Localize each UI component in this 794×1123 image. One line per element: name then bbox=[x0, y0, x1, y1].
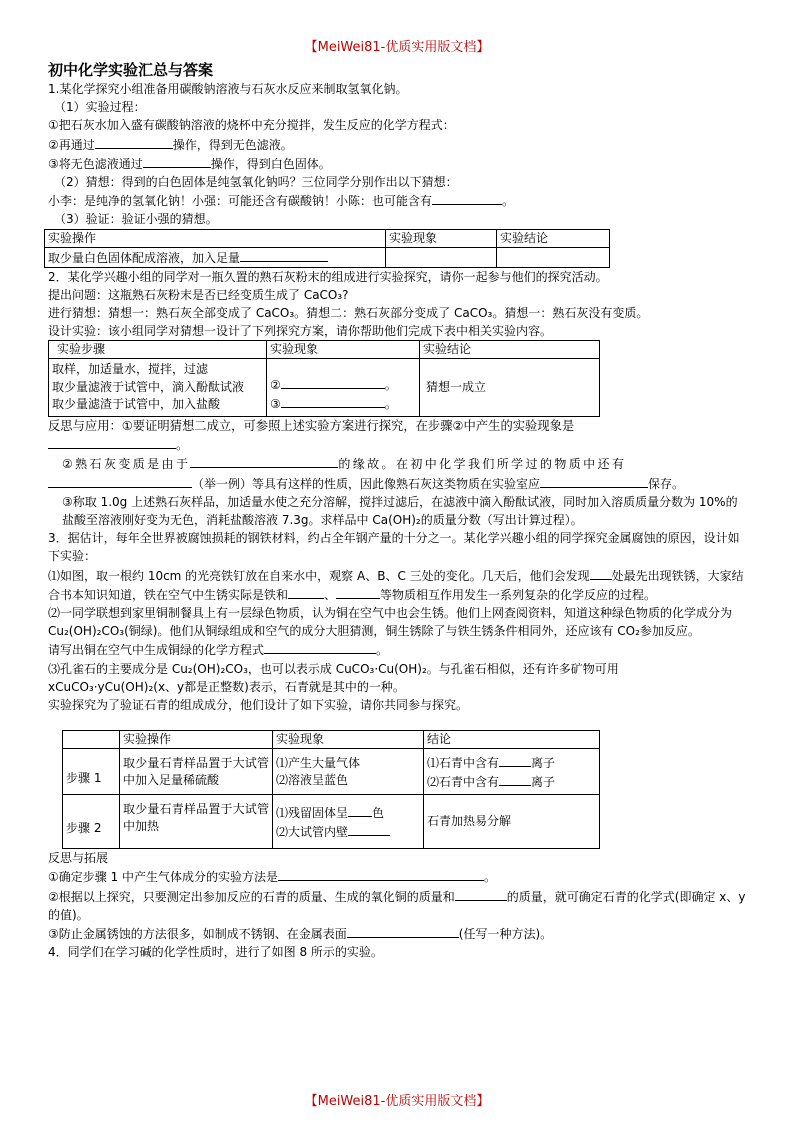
q1-part3: （3）验证：验证小强的猜想。 bbox=[54, 212, 218, 227]
table-cell[interactable] bbox=[497, 247, 610, 267]
q2-reflect-3: （举一例）等具有这样的性质，因此像熟石灰这类物质在实验室应 保存。 bbox=[48, 474, 748, 493]
table-header: 实验结论 bbox=[420, 341, 600, 359]
q1-part1: （1）实验过程： bbox=[54, 100, 146, 115]
table-header: 实验操作 bbox=[120, 731, 273, 749]
answer-blank[interactable] bbox=[48, 435, 176, 449]
q3-ext-3: ③防止金属锈蚀的方法很多，如制成不锈钢、在金属表面 (任写一种方法)。 bbox=[48, 924, 748, 943]
answer-blank[interactable] bbox=[288, 585, 324, 599]
step-text: 取少量滤渣于试管中，加入盐酸 bbox=[52, 397, 221, 412]
answer-blank[interactable] bbox=[190, 454, 338, 468]
answer-blank[interactable] bbox=[348, 822, 390, 836]
q3-part3b: 实验探究为了验证石青的组成成分，他们设计了如下实验，请你共同参与探究。 bbox=[48, 697, 469, 712]
answer-blank[interactable] bbox=[336, 585, 380, 599]
table-cell: ⑴产生大量气体 ⑵溶液呈蓝色 bbox=[273, 749, 424, 795]
q2-reflect-4: ③称取 1.0g 上述熟石灰样品，加适量水使之充分溶解，搅拌过滤后，在滤液中滴入酚酞试液，同时加入溶质质量分数为 10%的盐酸至溶液刚好变为无色，消耗盐酸溶液 7.3g。求样品中 Ca(OH)₂的质量分数（写出计算过程）。 bbox=[62, 494, 738, 527]
q2-guess: 进行猜想：猜想一：熟石灰全部变成了 CaCO₃。猜想二：熟石灰部分变成了 CaCO₃。猜想一：熟石灰没有变质。 bbox=[48, 306, 649, 321]
table-header: 实验步骤 bbox=[49, 341, 267, 359]
table-cell: 取少量石青样品置于大试管中加入足量稀硫酸 bbox=[120, 749, 273, 795]
q3-ext-1: ①确定步骤 1 中产生气体成分的实验方法是 。 bbox=[48, 867, 748, 886]
answer-blank[interactable] bbox=[499, 753, 531, 767]
q2-reflect-2: ②熟石灰变质是由于 的缘故。在初中化学我们所学过的物质中还有 bbox=[48, 454, 748, 473]
answer-blank[interactable] bbox=[540, 474, 648, 488]
table-cell: 猜想一成立 bbox=[420, 359, 600, 417]
table-cell: 步骤 1 bbox=[63, 749, 120, 795]
table-cell: 取少量石青样品置于大试管中加热 bbox=[120, 795, 273, 849]
answer-blank[interactable] bbox=[348, 803, 372, 817]
table-header: 实验现象 bbox=[386, 229, 497, 247]
answer-blank[interactable] bbox=[240, 248, 328, 262]
table-cell: 取少量白色固体配成溶液，加入足量 bbox=[45, 247, 386, 267]
answer-blank[interactable] bbox=[264, 640, 376, 654]
answer-blank[interactable] bbox=[347, 924, 459, 938]
q3-table bbox=[62, 730, 600, 849]
answer-blank[interactable] bbox=[590, 566, 612, 580]
step-text: 取少量滤液于试管中，滴入酚酞试液 bbox=[52, 379, 245, 394]
document-header: 【MeiWei81-优质实用版文档】 bbox=[304, 40, 490, 55]
q1-guesses: 小李：是纯净的氢氧化钠！小强：可能还含有碳酸钠！小陈：也可能含有 。 bbox=[48, 191, 748, 210]
q3-equation: 请写出铜在空气中生成铜绿的化学方程式 。 bbox=[48, 640, 748, 659]
step-text: 取样，加适量水，搅拌，过滤 bbox=[52, 362, 209, 377]
table-cell: ② 。 ③ 。 bbox=[267, 359, 420, 417]
table-header bbox=[63, 731, 120, 749]
answer-blank[interactable] bbox=[499, 772, 531, 786]
table-header: 实验现象 bbox=[267, 341, 420, 359]
q3-part1: ⑴如图，取一根约 10cm 的光亮铁钉放在自来水中，观察 A、B、C 三处的变化。几天后，他们会发现 处最先出现铁锈，大家结合书本知识知道，铁在空气中生锈实际是铁和 、 等物质相互作用发生一系列复杂的化学反应的过程。 bbox=[48, 566, 748, 604]
q1-step2: ②再通过 操作，得到无色滤液。 bbox=[48, 135, 748, 154]
table-header: 实验操作 bbox=[45, 229, 386, 247]
table-cell: ⑴残留固体呈 色 ⑵大试管内壁 bbox=[273, 795, 424, 849]
table-cell bbox=[49, 359, 267, 417]
answer-blank[interactable] bbox=[432, 191, 502, 205]
document-footer: 【MeiWei81-优质实用版文档】 bbox=[304, 1094, 490, 1109]
answer-blank[interactable] bbox=[281, 375, 385, 389]
q2-stem: 2．某化学兴趣小组的同学对一瓶久置的熟石灰粉末的组成进行实验探究，请你一起参与他们的探究活动。 bbox=[48, 269, 608, 284]
q3-stem: 3．据估计，每年全世界被腐蚀损耗的钢铁材料，约占全年钢产量的十分之一。某化学兴趣小组的同学探究金属腐蚀的原因，设计如下实验： bbox=[48, 531, 740, 564]
table-cell: 石青加热易分解 bbox=[424, 795, 600, 849]
answer-blank[interactable] bbox=[48, 474, 192, 488]
table-header: 实验结论 bbox=[497, 229, 610, 247]
table-cell: 步骤 2 bbox=[63, 795, 120, 849]
table-header: 结论 bbox=[424, 731, 600, 749]
q2-question: 提出问题：这瓶熟石灰粉末是否已经变质生成了 CaCO₃? bbox=[48, 287, 349, 302]
answer-blank[interactable] bbox=[143, 154, 211, 168]
q2-reflect-1: 反思与应用：①要证明猜想二成立，可参照上述实验方案进行探究，在步骤②中产生的实验现象是 。 bbox=[48, 418, 575, 453]
table-cell: ⑴石青中含有 离子 ⑵石青中含有 离子 bbox=[424, 749, 600, 795]
answer-blank[interactable] bbox=[455, 887, 507, 901]
q3-ext-title: 反思与拓展 bbox=[48, 851, 109, 866]
q3-part2: ⑵一同学联想到家里铜制餐具上有一层绿色物质，认为铜在空气中也会生锈。他们上网查阅资料，知道这种绿色物质的化学成分为 Cu₂(OH)₂CO₃(铜绿)。他们从铜绿组成和空气的成分大胆猜测，铜生锈除了与铁生锈条件相同外，还应该有 CO₂参加反应。 bbox=[48, 605, 733, 639]
answer-blank[interactable] bbox=[278, 867, 484, 881]
document-title: 初中化学实验汇总与答案 bbox=[48, 61, 214, 79]
table-cell[interactable] bbox=[386, 247, 497, 267]
q1-step1: ①把石灰水加入盛有碳酸钠溶液的烧杯中充分搅拌，发生反应的化学方程式： bbox=[48, 118, 455, 133]
q3-ext-2: ②根据以上探究，只要测定出参加反应的石青的质量、生成的氧化铜的质量和 的质量，就可确定石青的化学式(即确定 x、y的值)。 bbox=[48, 887, 748, 924]
answer-blank[interactable] bbox=[281, 394, 385, 408]
q3-part3: ⑶孔雀石的主要成分是 Cu₂(OH)₂CO₃，也可以表示成 CuCO₃·Cu(OH)₂。与孔雀石相似，还有许多矿物可用 xCuCO₃·yCu(OH)₂(x、y都是正整数)表示，石青就是其中的一种。 bbox=[48, 661, 619, 694]
document-body bbox=[48, 60, 748, 961]
q1-stem: 1.某化学探究小组准备用碳酸钠溶液与石灰水反应来制取氢氧化钠。 bbox=[48, 82, 408, 96]
q1-part2: （2）猜想：得到的白色固体是纯氢氧化钠吗？三位同学分别作出以下猜想： bbox=[54, 175, 458, 190]
q1-step3: ③将无色滤液通过 操作，得到白色固体。 bbox=[48, 154, 748, 173]
q2-table bbox=[48, 340, 600, 417]
answer-blank[interactable] bbox=[95, 135, 173, 149]
q1-table bbox=[44, 229, 610, 268]
table-header: 实验现象 bbox=[273, 731, 424, 749]
q2-design: 设计实验：该小组同学对猜想一设计了下列探究方案，请你帮助他们完成下表中相关实验内容。 bbox=[48, 324, 553, 339]
q4-stem: 4．同学们在学习碱的化学性质时，进行了如图 8 所示的实验。 bbox=[48, 945, 383, 960]
